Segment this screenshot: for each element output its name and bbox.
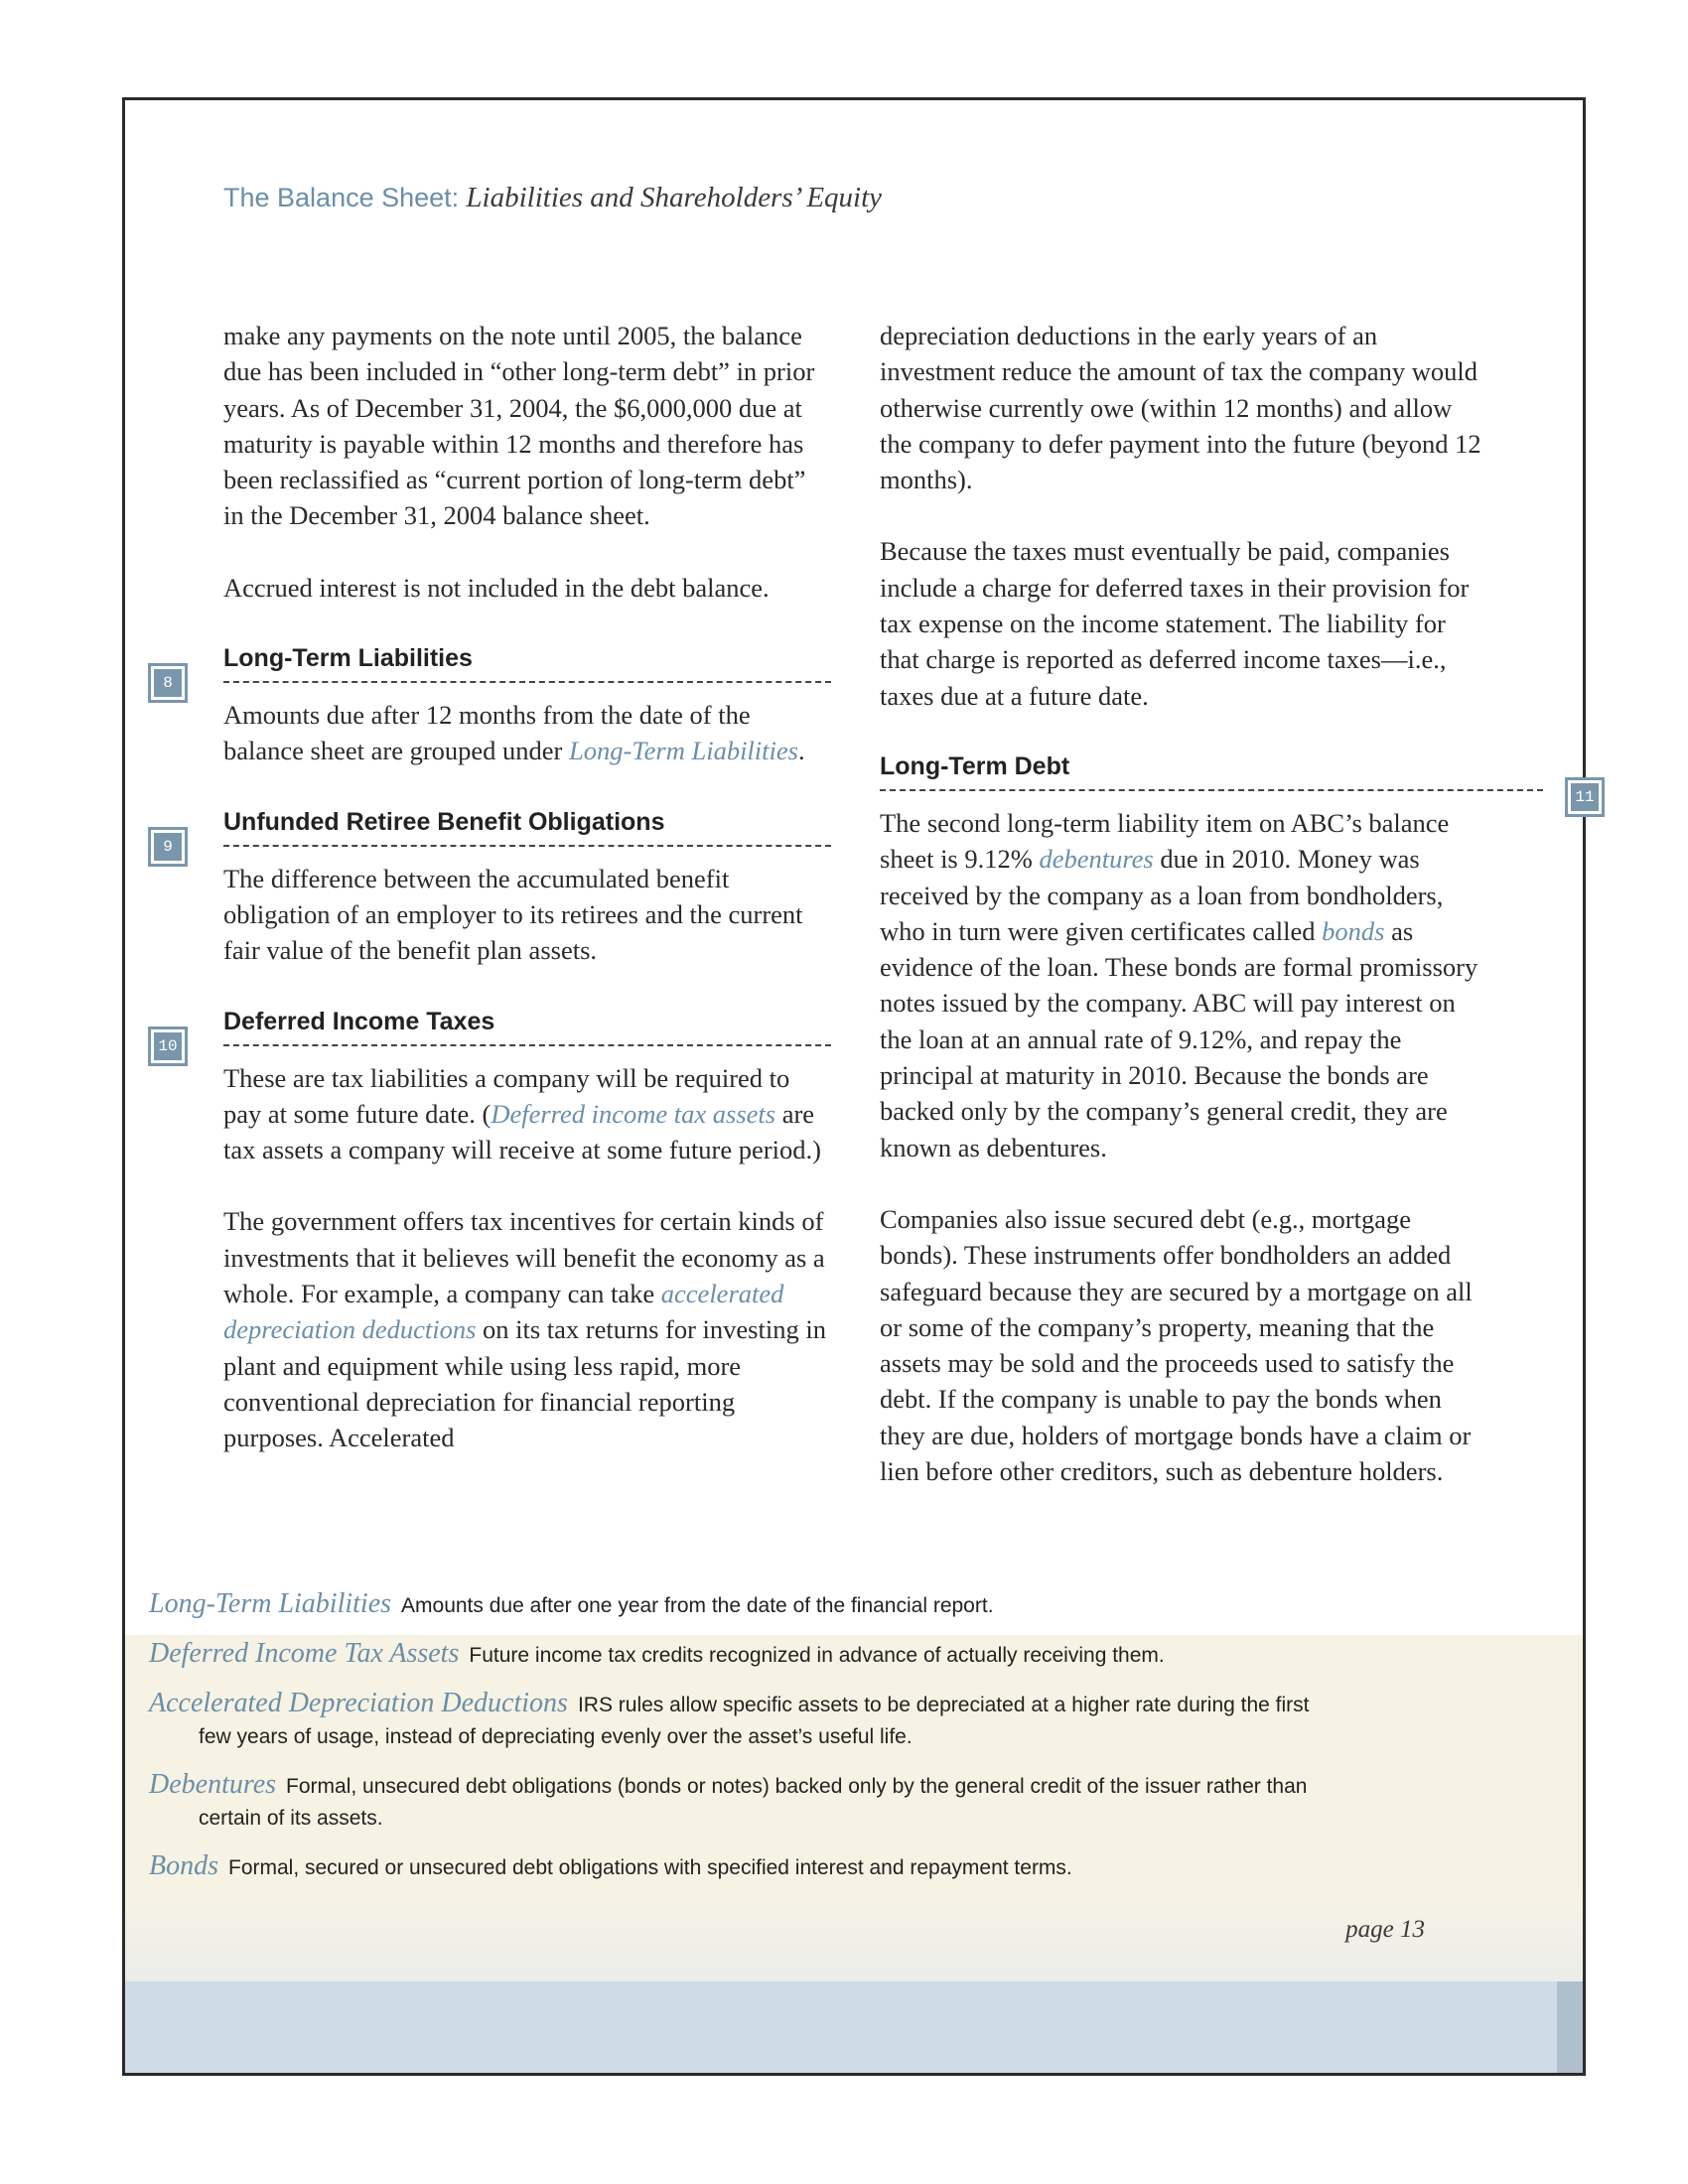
paragraph: Companies also issue secured debt (e.g., mortgage bonds). These instruments offer bondholders an added safeguard because they are secured by a mortgage on all or some of the company’s property, meaning that the assets may be sold and the proceeds used to satisfy the debt. If the company is unable to pay the bonds when they are due, holders of mortgage bonds have a claim or lien before other creditors, such as debenture holders. bbox=[880, 1203, 1473, 1487]
text-run: due in 2010. Money was received by the company as a loan from bondholders, who in turn were given certificates called bbox=[880, 844, 1444, 946]
header-title: Liabilities and Shareholders’ Equity bbox=[466, 182, 883, 213]
page-header bbox=[223, 182, 882, 214]
paragraph: The difference between the accumulated benefit obligation of an employer to its retirees and the current fair value of the benefit plan assets. bbox=[223, 863, 803, 966]
glossary-term: Accelerated Depreciation Deductions bbox=[149, 1688, 568, 1718]
section-number-badge bbox=[148, 663, 188, 703]
glossary-term-link[interactable]: accelerated depreciation deductions bbox=[223, 1279, 784, 1345]
section-heading: Long-Term Debt bbox=[880, 751, 1070, 780]
glossary-list bbox=[149, 1588, 1331, 1900]
badge-number: 9 bbox=[154, 833, 182, 861]
section-unfunded-retiree-benefit bbox=[163, 805, 831, 969]
section-heading: Long-Term Liabilities bbox=[223, 644, 473, 673]
footer-band bbox=[125, 1981, 1583, 2076]
glossary-definition: Future income tax credits recognized in advance of actually receiving them. bbox=[469, 1644, 1165, 1667]
section-deferred-income-taxes bbox=[158, 1005, 831, 1456]
text-run: are tax assets a company will receive at some future period.) bbox=[223, 1098, 821, 1165]
text-run: Amounts due after 12 months from the date of the balance sheet are grouped under bbox=[223, 700, 751, 766]
glossary-item bbox=[149, 1588, 1331, 1622]
section-long-term-debt bbox=[880, 750, 1595, 1489]
glossary-item bbox=[149, 1688, 1331, 1753]
paragraph bbox=[880, 805, 1487, 1165]
badge-number: 10 bbox=[154, 1032, 182, 1060]
text-run: These are tax liabilities a company will be required to pay at some future date. ( bbox=[223, 1062, 790, 1129]
section-heading: Deferred Income Taxes bbox=[223, 1007, 495, 1035]
glossary-item bbox=[149, 1769, 1331, 1835]
dashed-divider bbox=[880, 789, 1543, 791]
glossary-definition: Formal, unsecured debt obligations (bonds or notes) backed only by the general credit of the issuer rather than certain of its assets. bbox=[199, 1775, 1308, 1830]
section-number-badge bbox=[148, 827, 188, 867]
glossary-term-link[interactable]: Deferred income tax assets bbox=[491, 1098, 776, 1129]
dashed-divider bbox=[223, 681, 831, 683]
glossary-term: Bonds bbox=[149, 1850, 218, 1881]
glossary-definition: IRS rules allow specific assets to be depreciated at a higher rate during the first few years of usage, instead of depreciating evenly over the asset’s useful life. bbox=[199, 1694, 1310, 1748]
right-column bbox=[880, 318, 1595, 1525]
section-long-term-liabilities bbox=[163, 641, 831, 769]
glossary-item bbox=[149, 1850, 1331, 1884]
paragraph: Because the taxes must eventually be paid, companies include a charge for deferred taxes in their provision for tax expense on the income statement. The liability for that charge is reported as deferred income taxes—i.e., taxes due at a future date. bbox=[880, 536, 1470, 711]
text-run: The second long-term liability item on ABC’s balance sheet is 9.12% bbox=[880, 807, 1450, 875]
glossary-term: Deferred Income Tax Assets bbox=[149, 1638, 460, 1669]
text-run: . bbox=[797, 736, 805, 766]
dashed-divider bbox=[223, 1044, 831, 1046]
badge-number: 11 bbox=[1571, 783, 1599, 811]
glossary-term-link[interactable]: debentures bbox=[1039, 844, 1154, 875]
paragraph bbox=[223, 697, 831, 769]
glossary-term: Debentures bbox=[149, 1769, 277, 1800]
paragraph bbox=[223, 1060, 831, 1168]
text-run: on its tax returns for investing in plant and equipment while using less rapid, more conventional depreciation for financial reporting purposes. Accelerated bbox=[223, 1314, 826, 1453]
badge-number: 8 bbox=[154, 669, 182, 697]
paragraph bbox=[223, 1203, 831, 1455]
glossary-definition: Amounts due after one year from the date of the financial report. bbox=[401, 1594, 994, 1617]
text-run: The government offers tax incentives for certain kinds of investments that it believes will benefit the economy as a whole. For example, a company can take bbox=[223, 1206, 825, 1309]
glossary-item bbox=[149, 1638, 1331, 1672]
dashed-divider bbox=[223, 845, 831, 847]
section-number-badge bbox=[148, 1026, 188, 1066]
paragraph: make any payments on the note until 2005, the balance due has been included in “other long-term debt” in prior years. As of December 31, 2004, the $6,000,000 due at maturity is payable within 12 months and therefore has been reclassified as “current portion of long-term debt” in the December 31, 2004 balance sheet. bbox=[223, 321, 815, 531]
glossary-term-link[interactable]: bonds bbox=[1322, 915, 1385, 946]
paragraph: Accrued interest is not included in the debt balance. bbox=[223, 572, 770, 603]
glossary-term: Long-Term Liabilities bbox=[149, 1588, 392, 1619]
glossary-term-link[interactable]: Long-Term Liabilities bbox=[569, 736, 798, 766]
page-number: page 13 bbox=[1345, 1916, 1425, 1943]
glossary-definition: Formal, secured or unsecured debt obligations with specified interest and repayment terms. bbox=[228, 1856, 1072, 1879]
section-number-badge bbox=[1565, 777, 1605, 817]
header-label: The Balance Sheet: bbox=[223, 183, 460, 212]
footer-edge bbox=[1557, 1981, 1583, 2076]
left-column bbox=[158, 318, 831, 1492]
paragraph: depreciation deductions in the early years of an investment reduce the amount of tax the company would otherwise currently owe (within 12 months) and allow the company to defer payment into the future (beyond 12 months). bbox=[880, 321, 1481, 495]
section-heading: Unfunded Retiree Benefit Obligations bbox=[223, 807, 665, 836]
text-run: as evidence of the loan. These bonds are formal promissory notes issued by the company. ABC will pay interest on the loan at an annual rate of 9.12%, and repay the principal at maturity in 2010. Because the bonds are backed only by the company’s general credit, they are known as debentures. bbox=[880, 915, 1478, 1162]
